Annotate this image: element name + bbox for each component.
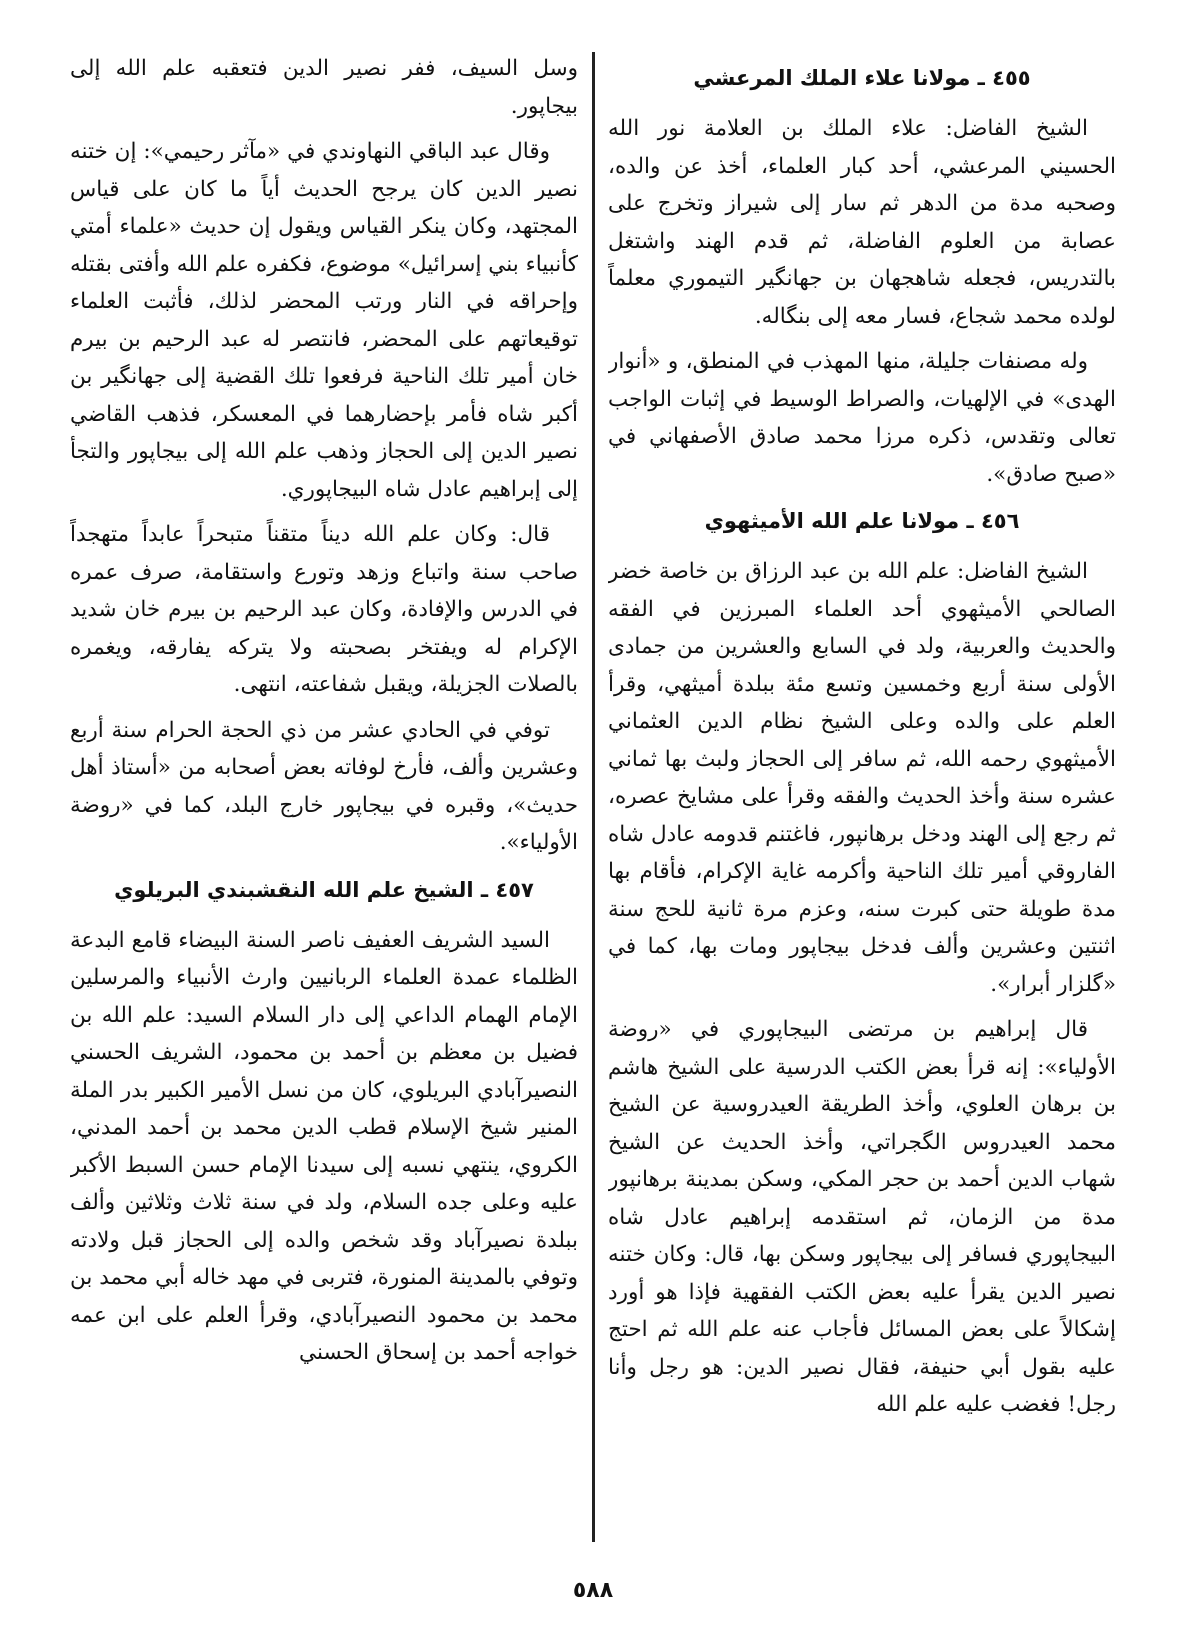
nahawandi-paragraph: وقال عبد الباقي النهاوندي في «مآثر رحيمي»: إن ختنه نصير الدين كان يرجح الحديث أياً ما كان على قياس المجتهد، وكان ينكر القياس ويقول إن حديث «علماء أمتي كأنبياء بني إسرائيل» موضوع، فكفره علم الله وأفتى بقتله وإحراقه في النار ورتب المحضر لذلك، فأثبت العلماء توقيعاتهم على المحضر، فانتصر له عبد الرحيم بن بيرم خان أمير تلك الناحية فرفعوا تلك القضية إلى جهانگير بن أكبر شاه فأمر بإحضارهما في المعسكر، فذهب القاضي نصير الدين إلى الحجاز وذهب علم الله إلى بيجاپور والتجأ إلى إبراهيم عادل شاه البيجاپوري. <box>70 139 578 502</box>
column-divider <box>592 52 595 1542</box>
continued-paragraph: وسل السيف، ففر نصير الدين فتعقبه علم الله إلى بيجاپور. <box>70 56 578 119</box>
entry-457-paragraph-1: السيد الشريف العفيف ناصر السنة البيضاء قامع البدعة الظلماء عمدة العلماء الربانيين وارث الأنبياء والمرسلين الإمام الهمام الداعي إلى دار السلام السيد: علم الله بن فضيل بن معظم بن أحمد بن محمود، الشريف الحسني النصيرآبادي البريلوي، كان من نسل الأمير الكبير بدر الملة المنير شيخ الإسلام قطب الدين محمد بن أحمد المدني، الكروي، ينتهي نسبه إلى سيدنا الإمام حسن السبط الأكبر عليه وعلى جده السلام، ولد في سنة ثلاث وثلاثين وألف ببلدة نصيرآباد وقد شخص والده إلى الحجاز قبل ولادته وتوفي بالمدينة المنورة، فتربى في مهد خاله أبي محمد بن محمد بن محمود النصيرآبادي، وقرأ العلم على ابن عمه خواجه أحمد بن إسحاق الحسني <box>70 927 578 1365</box>
page-number: ٥٨٨ <box>572 1578 614 1603</box>
entry-heading-455: ٤٥٥ ـ مولانا علاء الملك المرعشي <box>693 66 1031 90</box>
entry-456-paragraph-1: الشيخ الفاضل: علم الله بن عبد الرزاق بن خاصة خضر الصالحي الأميثهوي أحد العلماء المبرزين في الفقه والحديث والعربية، ولد في السابع والعشرين من جمادى الأولى سنة أربع وخمسين وتسع مئة ببلدة أميثهي، وقرأ العلم على والده وعلى الشيخ نظام الدين العثماني الأميثهوي رحمه الله، ثم سافر إلى الحجاز ولبث بها ثماني عشره سنة وأخذ الحديث والفقه وقرأ على مشايخ عصره، ثم رجع إلى الهند ودخل برهانپور، فاغتنم قدومه عادل شاه الفاروقي أمير تلك الناحية وأكرمه غاية الإكرام، فأقام بها مدة طويلة حتى كبرت سنه، وعزم مرة ثانية للحج سنة اثنتين وعشرين وألف فدخل بيجاپور ومات بها، كما في «گلزار أبرار». <box>608 559 1116 997</box>
entry-456-paragraph-2: قال إبراهيم بن مرتضى البيجاپوري في «روضة الأولياء»: إنه قرأ بعض الكتب الدرسية على الشيخ هاشم بن برهان العلوي، وأخذ الطريقة العيدروسية عن الشيخ محمد العيدروس الگجراتي، وأخذ الحديث عن الشيخ شهاب الدين أحمد بن حجر المكي، وسكن بمدينة برهانپور مدة من الزمان، ثم استقدمه إبراهيم عادل شاه البيجاپوري فسافر إلى بيجاپور وسكن بها، قال: وكان ختنه نصير الدين يقرأ عليه بعض الكتب الفقهية فإذا هو أورد إشكالاً على بعض المسائل فأجاب عنه علم الله ثم احتج عليه بقول أبي حنيفة، فقال نصير الدين: هو رجل وأنا رجل! فغضب عليه علم الله <box>608 1017 1116 1417</box>
right-column <box>608 50 1116 1557</box>
entry-455-paragraph-2: وله مصنفات جليلة، منها المهذب في المنطق، و «أنوار الهدى» في الإلهيات، والصراط الوسيط في إثبات الواجب تعالى وتقدس، ذكره مرزا محمد صادق الأصفهاني في «صبح صادق». <box>608 349 1116 487</box>
left-column <box>70 50 578 1557</box>
entry-455-paragraph-1: الشيخ الفاضل: علاء الملك بن العلامة نور الله الحسيني المرعشي، أحد كبار العلماء، أخذ عن والده، وصحبه مدة من الدهر ثم سار إلى شيراز وتخرج على عصابة من العلوم الفاضلة، ثم قدم الهند واشتغل بالتدريس، فجعله شاهجهان بن جهانگير التيموري معلماً لولده محمد شجاع، فسار معه إلى بنگاله. <box>608 116 1116 329</box>
qala-paragraph: قال: وكان علم الله ديناً متقناً متبحراً عابداً متهجداً صاحب سنة واتباع وزهد وتورع واستقامة، صرف عمره في الدرس والإفادة، وكان عبد الرحيم بن بيرم خان شديد الإكرام له ويفتخر بصحبته ولا يتركه يفارقه، ويغمره بالصلات الجزيلة، ويقبل شفاعته، انتهى. <box>70 522 578 697</box>
death-paragraph: توفي في الحادي عشر من ذي الحجة الحرام سنة أربع وعشرين وألف، فأرخ لوفاته بعض أصحابه من «أستاذ أهل حديث»، وقبره في بيجاپور خارج البلد، كما في «روضة الأولياء». <box>70 717 578 855</box>
entry-heading-457: ٤٥٧ ـ الشيخ علم الله النقشبندي البريلوي <box>114 877 534 902</box>
entry-heading-456: ٤٥٦ ـ مولانا علم الله الأميثهوي <box>704 509 1020 533</box>
